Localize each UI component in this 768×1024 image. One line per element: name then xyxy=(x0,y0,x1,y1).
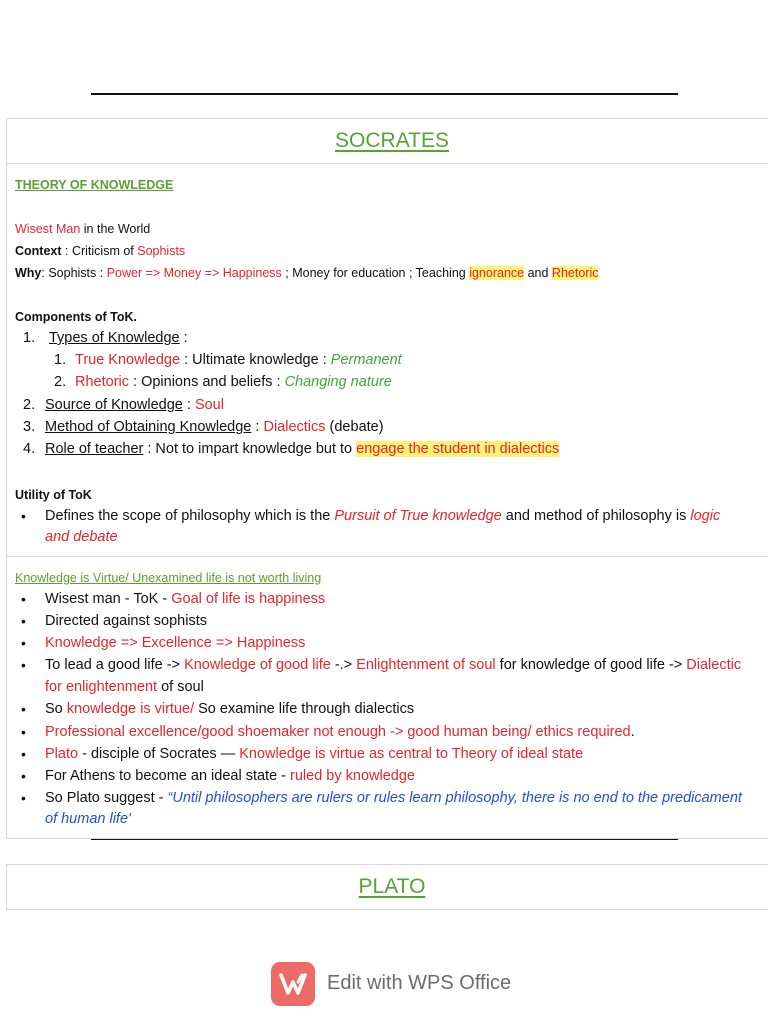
why-text2: ; Money for education ; Teaching xyxy=(281,266,470,280)
comp4-highlight: engage the student in dialectics xyxy=(356,441,560,457)
wisest-red: Wisest Man xyxy=(15,222,81,236)
comp1-num: 1. xyxy=(23,330,36,346)
plato-title-row xyxy=(7,865,768,909)
b8-text: For Athens to become an ideal state - xyxy=(45,768,291,784)
plato-title: PLATO xyxy=(358,875,426,898)
b9-text: So Plato suggest - xyxy=(45,790,168,806)
comp1a-text: : Ultimate knowledge : xyxy=(180,352,331,368)
why-line xyxy=(15,266,598,280)
b4-line-1 xyxy=(45,657,741,673)
b2-bullet: • xyxy=(21,613,26,629)
context-line xyxy=(15,244,185,258)
b6-item xyxy=(45,724,635,740)
b1-text: Wisest man - ToK - xyxy=(45,591,172,607)
b1-item xyxy=(45,591,325,607)
b7-red1: Plato xyxy=(45,746,79,762)
comp1-colon: : xyxy=(179,330,188,346)
b5-text2: So examine life through dialectics xyxy=(194,701,415,717)
top-rule xyxy=(91,93,678,95)
wps-w-glyph xyxy=(271,962,315,1006)
comp4-label: Role of teacher xyxy=(45,441,144,457)
b4-text3: for knowledge of good life -> xyxy=(495,657,687,673)
utility-heading: Utility of ToK xyxy=(15,488,92,502)
comp3-item xyxy=(45,419,384,435)
socrates-section xyxy=(6,118,768,839)
b8-red: ruled by knowledge xyxy=(290,768,415,784)
wps-logo-icon[interactable] xyxy=(271,962,315,1006)
why-text1: : Sophists : xyxy=(41,266,107,280)
utility-bullet: • xyxy=(21,508,26,524)
mid-rule xyxy=(91,839,678,840)
why-label: Why xyxy=(15,266,42,280)
b8-bullet: • xyxy=(21,768,26,784)
virtue-heading: Knowledge is Virtue/ Unexamined life is not worth living xyxy=(15,571,322,585)
comp1-item xyxy=(49,330,188,346)
b4-text4: of soul xyxy=(157,679,204,695)
wps-edit-link[interactable]: Edit with WPS Office xyxy=(327,972,512,994)
comp1a-green: Permanent xyxy=(330,352,402,368)
b4-red1: Knowledge of good life xyxy=(184,657,331,673)
components-heading: Components of ToK. xyxy=(15,310,137,324)
comp3-red: Dialectics xyxy=(263,419,326,435)
comp3-tail: (debate) xyxy=(325,419,384,435)
b4-red3: Dialectic xyxy=(686,657,742,673)
b3-bullet: • xyxy=(21,635,26,651)
utility-line-1 xyxy=(45,508,720,524)
b5-text1: So xyxy=(45,701,67,717)
comp3-label: Method of Obtaining Knowledge xyxy=(45,419,252,435)
b4-red4: for enlightenment xyxy=(45,679,158,695)
comp1-label: Types of Knowledge xyxy=(49,330,180,346)
b3-item: Knowledge => Excellence => Happiness xyxy=(45,635,306,651)
comp1b-text: : Opinions and beliefs : xyxy=(129,374,285,390)
why-highlight-1: ignorance xyxy=(469,266,525,280)
b5-item xyxy=(45,701,414,717)
b8-item xyxy=(45,768,415,784)
b6-text: . xyxy=(630,724,635,740)
b9-quote-1: “Until philosophers are rulers or rules learn philosophy, there is no end to the predicament xyxy=(167,790,742,806)
utility-red2a: logic xyxy=(690,508,721,524)
b1-red: Goal of life is happiness xyxy=(171,591,326,607)
comp2-num: 2. xyxy=(23,397,36,413)
b6-bullet: • xyxy=(21,724,26,740)
b4-text1: To lead a good life -> xyxy=(45,657,185,673)
comp4-item xyxy=(45,441,559,457)
b4-red2: Enlightenment of soul xyxy=(356,657,496,673)
comp2-item xyxy=(45,397,224,413)
comp2-text: : xyxy=(182,397,195,413)
comp4-num: 4. xyxy=(23,441,36,457)
b5-bullet: • xyxy=(21,701,26,717)
wisest-text: in the World xyxy=(80,222,151,236)
comp2-label: Source of Knowledge xyxy=(45,397,183,413)
b7-red2: Knowledge is virtue as central to Theory of ideal state xyxy=(239,746,584,762)
utility-red2b: and debate xyxy=(45,529,118,545)
theory-heading: THEORY OF KNOWLEDGE xyxy=(15,178,174,192)
why-text3: and xyxy=(524,266,552,280)
b6-red: Professional excellence/good shoemaker not enough -> good human being/ ethics required xyxy=(45,724,631,740)
wisest-line xyxy=(15,222,150,236)
comp1b-red: Rhetoric xyxy=(75,374,129,390)
b4-line-2 xyxy=(45,679,204,695)
comp1a-item xyxy=(75,352,402,368)
b2-item: Directed against sophists xyxy=(45,613,207,629)
comp1b-num: 2. xyxy=(54,374,67,390)
utility-red1: Pursuit of True knowledge xyxy=(334,508,502,524)
b9-bullet: • xyxy=(21,790,26,806)
utility-text-a: Defines the scope of philosophy which is the xyxy=(45,508,335,524)
context-red: Sophists xyxy=(137,244,186,258)
plato-section xyxy=(6,864,768,910)
b4-text2: -.> xyxy=(330,657,357,673)
b9-line-1 xyxy=(45,790,742,806)
utility-line-2 xyxy=(45,529,118,545)
comp1b-green: Changing nature xyxy=(284,374,392,390)
b7-item xyxy=(45,746,583,762)
comp3-text: : xyxy=(251,419,264,435)
comp1b-item xyxy=(75,374,392,390)
comp4-text: : Not to impart knowledge but to xyxy=(143,441,357,457)
comp3-num: 3. xyxy=(23,419,36,435)
socrates-title: SOCRATES xyxy=(335,129,449,152)
comp1a-red: True Knowledge xyxy=(75,352,181,368)
comp1a-num: 1. xyxy=(54,352,67,368)
b7-bullet: • xyxy=(21,746,26,762)
why-red: Power => Money => Happiness xyxy=(106,266,282,280)
section-divider xyxy=(7,556,768,557)
b5-red: knowledge is virtue/ xyxy=(66,701,195,717)
socrates-title-row xyxy=(7,119,768,164)
context-text: : Criticism of xyxy=(61,244,138,258)
b7-text: - disciple of Socrates — xyxy=(78,746,240,762)
context-label: Context xyxy=(15,244,62,258)
comp2-red: Soul xyxy=(194,397,224,413)
b9-line-2 xyxy=(45,811,131,827)
why-highlight-2: Rhetoric xyxy=(551,266,599,280)
b9-quote-2: of human life' xyxy=(45,811,131,827)
utility-text-b: and method of philosophy is xyxy=(501,508,691,524)
b4-bullet: • xyxy=(21,657,26,673)
b1-bullet: • xyxy=(21,591,26,607)
